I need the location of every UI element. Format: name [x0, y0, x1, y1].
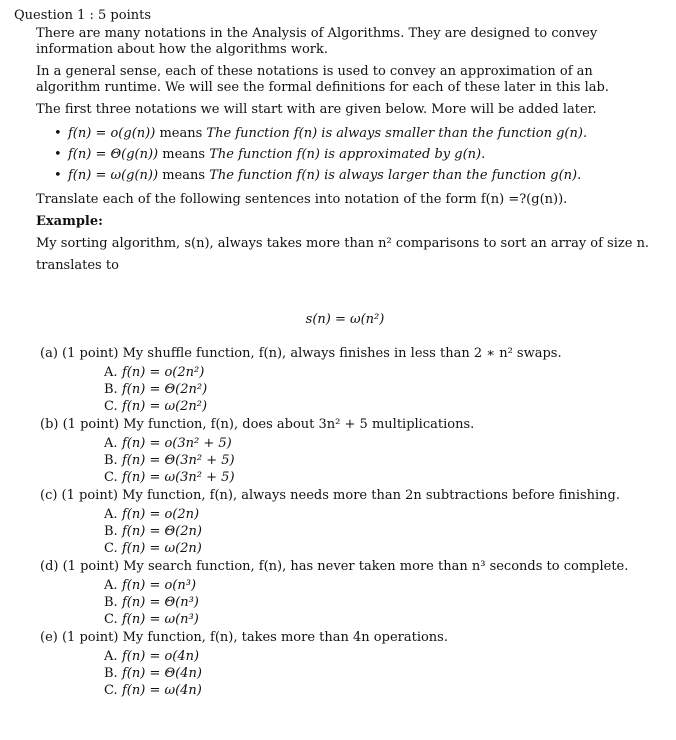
option-b[interactable]: B. f(n) = Θ(2n)	[104, 524, 202, 539]
option-c[interactable]: C. f(n) = ω(2n²)	[104, 399, 208, 414]
option-b[interactable]: B. f(n) = Θ(4n)	[104, 666, 202, 681]
notation-description: The function f(n) is always smaller than the function g(n).	[206, 126, 588, 141]
notation-description: The function f(n) is approximated by g(n).	[209, 147, 486, 162]
intro-paragraph-3: The first three notations we will start with are given below. More will be added later.	[36, 102, 597, 117]
option-a[interactable]: A. f(n) = o(2n)	[104, 507, 200, 522]
notation-item-theta	[54, 147, 654, 163]
intro-paragraph-2: In a general sense, each of these notations is used to convey an approximation of an algorithm runtime. We will see the formal definitions for each of these later in this lab.	[36, 64, 609, 95]
instruction: Translate each of the following sentences into notation of the form f(n) =?(g(n)).	[36, 192, 568, 207]
part-d	[40, 559, 654, 628]
part-statement: My function, f(n), takes more than 4n operations.	[122, 630, 448, 645]
example-translates: translates to	[36, 258, 119, 273]
bullet-icon: •	[54, 147, 62, 162]
option-c[interactable]: C. f(n) = ω(n³)	[104, 612, 199, 627]
question-header: Question 1 : 5 points	[14, 8, 152, 23]
notation-math: f(n) = Θ(g(n))	[68, 147, 159, 162]
part-label: (d) (1 point)	[40, 559, 120, 574]
part-statement: My search function, f(n), has never taken more than n³ seconds to complete.	[123, 559, 629, 574]
bullet-icon: •	[54, 168, 62, 183]
option-c[interactable]: C. f(n) = ω(4n)	[104, 683, 202, 698]
notation-means: means	[162, 147, 206, 162]
option-b[interactable]: B. f(n) = Θ(2n²)	[104, 382, 208, 397]
notation-description: The function f(n) is always larger than the function g(n).	[209, 168, 582, 183]
bullet-icon: •	[54, 126, 62, 141]
part-e	[40, 630, 654, 699]
option-c[interactable]: C. f(n) = ω(2n)	[104, 541, 202, 556]
part-label: (e) (1 point)	[40, 630, 119, 645]
part-label: (c) (1 point)	[40, 488, 119, 503]
question-body	[36, 26, 654, 699]
notation-list	[54, 126, 654, 184]
question-parts	[40, 346, 654, 699]
part-a	[40, 346, 654, 415]
notation-means: means	[159, 126, 203, 141]
question-page	[14, 8, 654, 701]
option-b[interactable]: B. f(n) = Θ(3n² + 5)	[104, 453, 235, 468]
notation-means: means	[162, 168, 206, 183]
option-a[interactable]: A. f(n) = o(2n²)	[104, 365, 205, 380]
example-display-equation: s(n) = ω(n²)	[305, 312, 385, 327]
option-c[interactable]: C. f(n) = ω(3n² + 5)	[104, 470, 235, 485]
notation-math: f(n) = ω(g(n))	[68, 168, 159, 183]
notation-math: f(n) = o(g(n))	[68, 126, 156, 141]
option-a[interactable]: A. f(n) = o(n³)	[104, 578, 197, 593]
part-c	[40, 488, 654, 557]
part-statement: My function, f(n), does about 3n² + 5 multiplications.	[123, 417, 475, 432]
part-b	[40, 417, 654, 486]
notation-item-omega	[54, 168, 654, 184]
part-statement: My function, f(n), always needs more than 2n subtractions before finishing.	[122, 488, 621, 503]
part-statement: My shuffle function, f(n), always finishes in less than 2 ∗ n² swaps.	[122, 346, 562, 361]
example-label: Example:	[36, 214, 103, 229]
option-b[interactable]: B. f(n) = Θ(n³)	[104, 595, 199, 610]
option-a[interactable]: A. f(n) = o(3n² + 5)	[104, 436, 232, 451]
notation-item-little-o	[54, 126, 654, 142]
example-sentence: My sorting algorithm, s(n), always takes more than n² comparisons to sort an array of size n.	[36, 236, 650, 251]
part-label: (a) (1 point)	[40, 346, 119, 361]
option-a[interactable]: A. f(n) = o(4n)	[104, 649, 200, 664]
intro-paragraph-1: There are many notations in the Analysis of Algorithms. They are designed to convey information about how the algorithms work.	[36, 26, 598, 57]
part-label: (b) (1 point)	[40, 417, 120, 432]
